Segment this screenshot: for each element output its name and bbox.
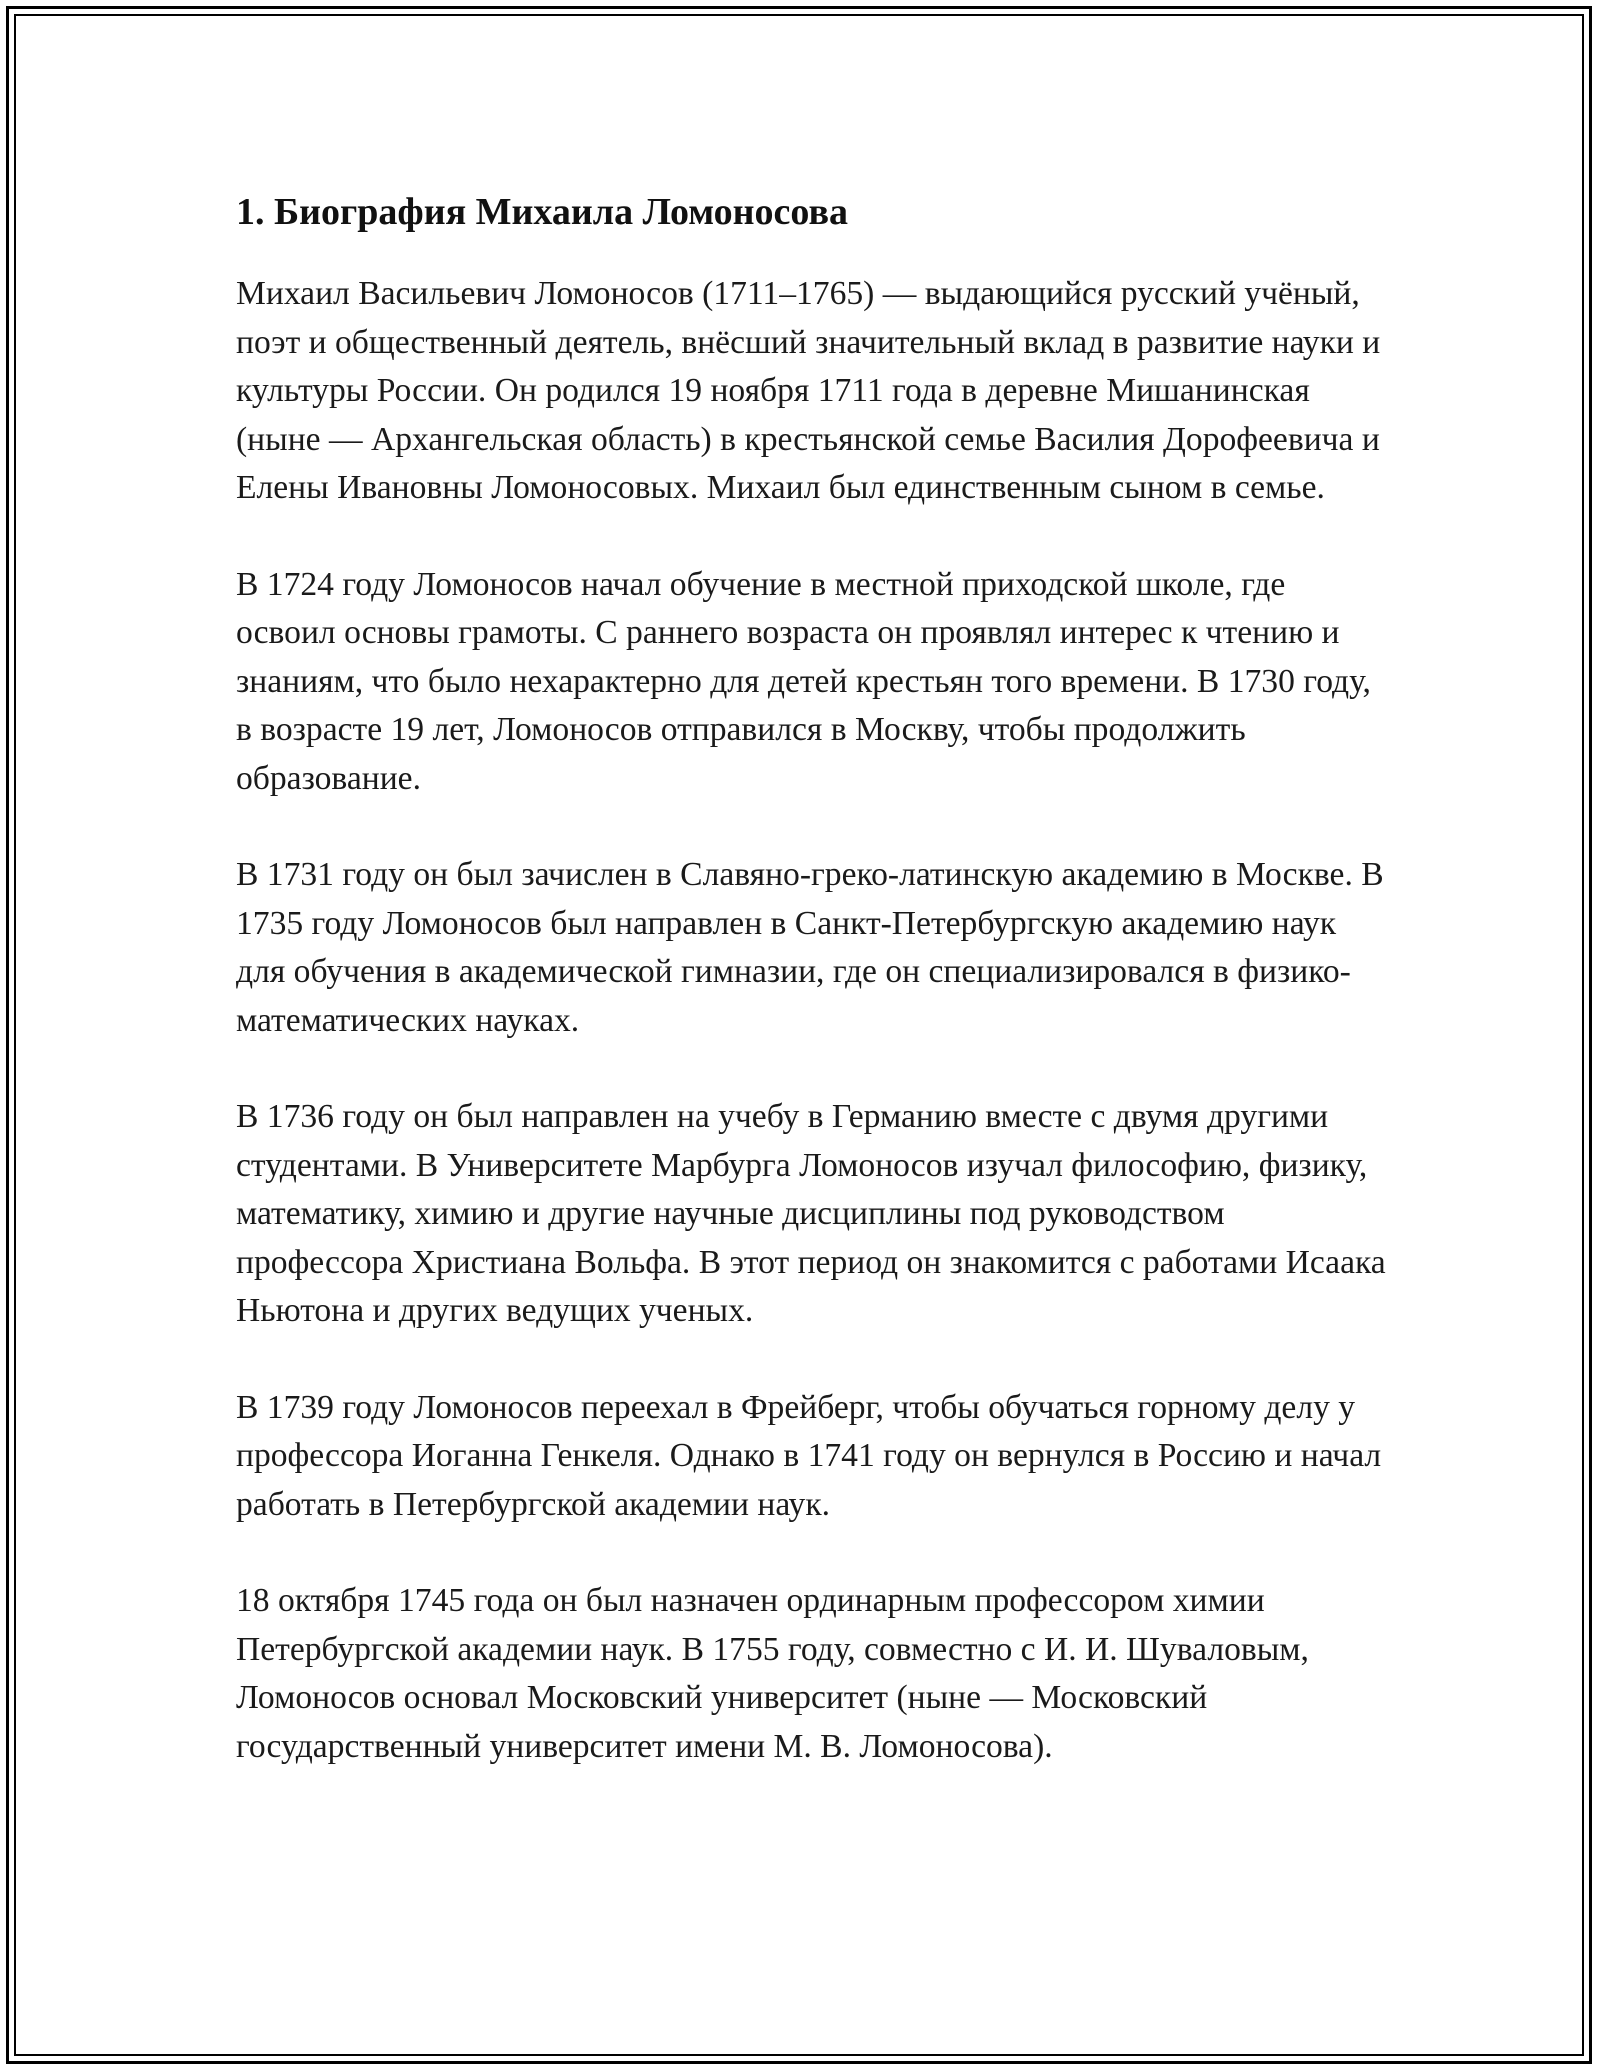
- paragraph-3: В 1731 году он был зачислен в Славяно-греко-латинскую академию в Москве. В 1735 году Ломоносов был направлен в Санкт-Петербургскую академию наук для обучения в академической гимназии, где он специализировался в физико-математических науках.: [236, 856, 1384, 1039]
- paragraph-6: 18 октября 1745 года он был назначен ординарным профессором химии Петербургской академии наук. В 1755 году, совместно с И. И. Шуваловым, Ломоносов основал Московский университет (ныне — Московский государственный университет имени М. В. Ломоносова).: [236, 1582, 1309, 1765]
- paragraph-5: В 1739 году Ломоносов переехал в Фрейберг, чтобы обучаться горному делу у профессора Иоганна Генкеля. Однако в 1741 году он вернулся в Россию и начал работать в Петербургской академии наук.: [236, 1388, 1382, 1523]
- paragraph-2: В 1724 году Ломоносов начал обучение в местной приходской школе, где освоил основы грамоты. С раннего возраста он проявлял интерес к чтению и знаниям, что было нехарактерно для детей крестьян того времени. В 1730 году, в возрасте 19 лет, Ломоносов отправился в Москву, чтобы продолжить образование.: [236, 565, 1371, 797]
- paragraph-1: Михаил Васильевич Ломоносов (1711–1765) — выдающийся русский учёный, поэт и общественный деятель, внёсший значительный вклад в развитие науки и культуры России. Он родился 19 ноября 1711 года в деревне Мишанинская (ныне — Архангельская область) в крестьянской семье Василия Дорофеевича и Елены Ивановны Ломоносовых. Михаил был единственным сыном в семье.: [236, 275, 1381, 506]
- document-body: [236, 186, 1386, 1819]
- section-heading: 1. Биография Михаила Ломоносова: [236, 191, 848, 233]
- paragraph-4: В 1736 году он был направлен на учебу в Германию вместе с двумя другими студентами. В Университете Марбурга Ломоносов изучал философию, физику, математику, химию и другие научные дисциплины под руководством профессора Христиана Вольфа. В этот период он знакомится с работами Исаака Ньютона и других ведущих ученых.: [236, 1098, 1386, 1329]
